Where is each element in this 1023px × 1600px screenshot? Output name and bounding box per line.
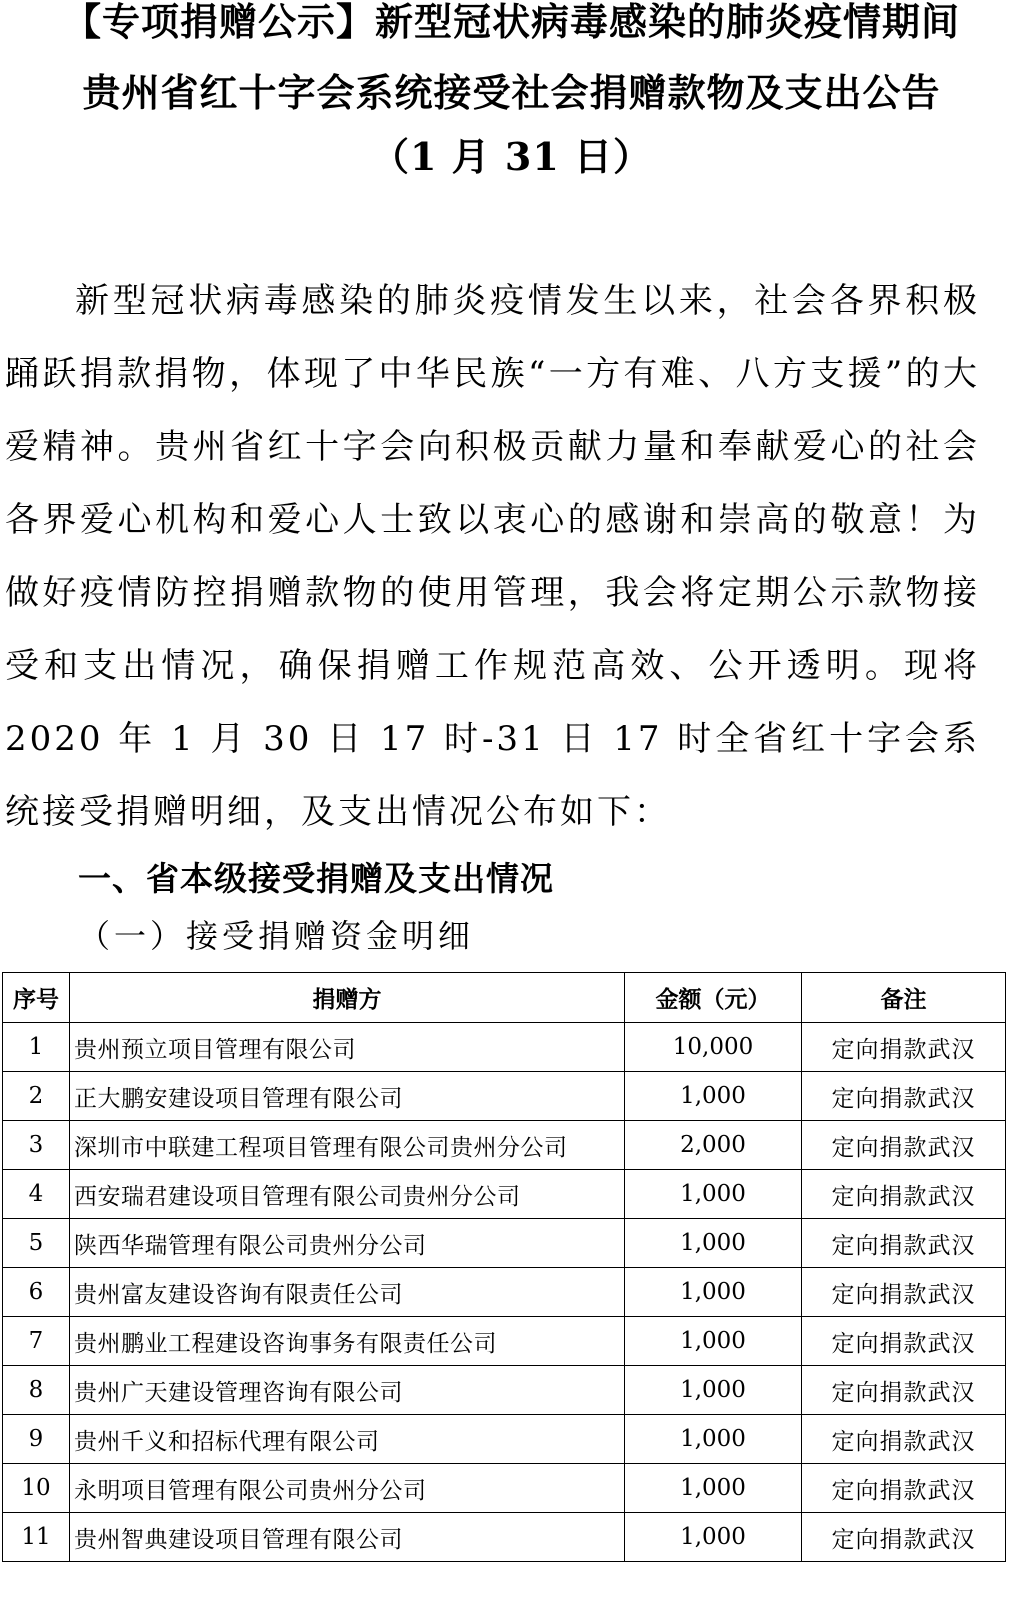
row-amount: 1,000 [625,1219,802,1268]
row-donor: 陕西华瑞管理有限公司贵州分公司 [70,1219,625,1268]
row-number: 10 [3,1464,70,1513]
row-note: 定向捐款武汉 [802,1072,1006,1121]
row-number: 2 [3,1072,70,1121]
row-number: 9 [3,1415,70,1464]
row-number: 3 [3,1121,70,1170]
table-row [3,1219,1006,1268]
donation-table [2,972,1006,1562]
title-date: （1 月 31 日） [370,134,652,179]
row-donor: 西安瑞君建设项目管理有限公司贵州分公司 [70,1170,625,1219]
row-note: 定向捐款武汉 [802,1415,1006,1464]
row-note: 定向捐款武汉 [802,1170,1006,1219]
row-number: 6 [3,1268,70,1317]
table-row [3,1317,1006,1366]
row-note: 定向捐款武汉 [802,1366,1006,1415]
row-number: 7 [3,1317,70,1366]
table-row [3,1121,1006,1170]
table-row [3,1023,1006,1072]
title-line-1: 【专项捐赠公示】新型冠状病毒感染的肺炎疫情期间 [62,0,960,44]
row-number: 4 [3,1170,70,1219]
row-amount: 1,000 [625,1170,802,1219]
row-donor: 贵州广天建设管理咨询有限公司 [70,1366,625,1415]
row-amount: 1,000 [625,1317,802,1366]
row-note: 定向捐款武汉 [802,1121,1006,1170]
table-row [3,1170,1006,1219]
row-donor: 贵州智典建设项目管理有限公司 [70,1513,625,1562]
table-row [3,1268,1006,1317]
header-no: 序号 [3,973,70,1023]
row-amount: 10,000 [625,1023,802,1072]
header-note: 备注 [802,973,1006,1023]
row-donor: 永明项目管理有限公司贵州分公司 [70,1464,625,1513]
intro-text: 新型冠状病毒感染的肺炎疫情发生以来，社会各界积极踊跃捐款捐物，体现了中华民族“一方有难、八方支援”的大爱精神。贵州省红十字会向积极贡献力量和奉献爱心的社会各界爱心机构和爱心人士致以衷心的感谢和崇高的敬意！为做好疫情防控捐赠款物的使用管理，我会将定期公示款物接受和支出情况，确保捐赠工作规范高效、公开透明。现将2020 年 1 月 30 日 17 时-31 日 17 时全省红十字会系统接受捐赠明细，及支出情况公布如下： [5,281,980,832]
row-donor: 贵州富友建设咨询有限责任公司 [70,1268,625,1317]
row-number: 5 [3,1219,70,1268]
table-row [3,1464,1006,1513]
intro-paragraph [5,265,980,849]
row-amount: 2,000 [625,1121,802,1170]
header-amount: 金额（元） [625,973,802,1023]
row-donor: 贵州千义和招标代理有限公司 [70,1415,625,1464]
subsection-heading-1: （一）接受捐赠资金明细 [78,917,475,955]
row-number: 1 [3,1023,70,1072]
row-note: 定向捐款武汉 [802,1023,1006,1072]
row-number: 8 [3,1366,70,1415]
title-line-2: 贵州省红十字会系统接受社会捐赠款物及支出公告 [82,70,941,115]
row-donor: 正大鹏安建设项目管理有限公司 [70,1072,625,1121]
row-donor: 贵州鹏业工程建设咨询事务有限责任公司 [70,1317,625,1366]
row-note: 定向捐款武汉 [802,1219,1006,1268]
row-donor: 贵州预立项目管理有限公司 [70,1023,625,1072]
row-amount: 1,000 [625,1513,802,1562]
table-row [3,1366,1006,1415]
row-amount: 1,000 [625,1366,802,1415]
row-note: 定向捐款武汉 [802,1317,1006,1366]
table-row [3,1072,1006,1121]
row-amount: 1,000 [625,1464,802,1513]
table-row [3,1415,1006,1464]
row-number: 11 [3,1513,70,1562]
table-header-row [3,973,1006,1023]
row-amount: 1,000 [625,1268,802,1317]
table-row [3,1513,1006,1562]
row-note: 定向捐款武汉 [802,1513,1006,1562]
row-amount: 1,000 [625,1072,802,1121]
row-donor: 深圳市中联建工程项目管理有限公司贵州分公司 [70,1121,625,1170]
row-amount: 1,000 [625,1415,802,1464]
row-note: 定向捐款武汉 [802,1268,1006,1317]
row-note: 定向捐款武汉 [802,1464,1006,1513]
header-donor: 捐赠方 [70,973,625,1023]
section-heading-1: 一、省本级接受捐赠及支出情况 [78,859,554,898]
